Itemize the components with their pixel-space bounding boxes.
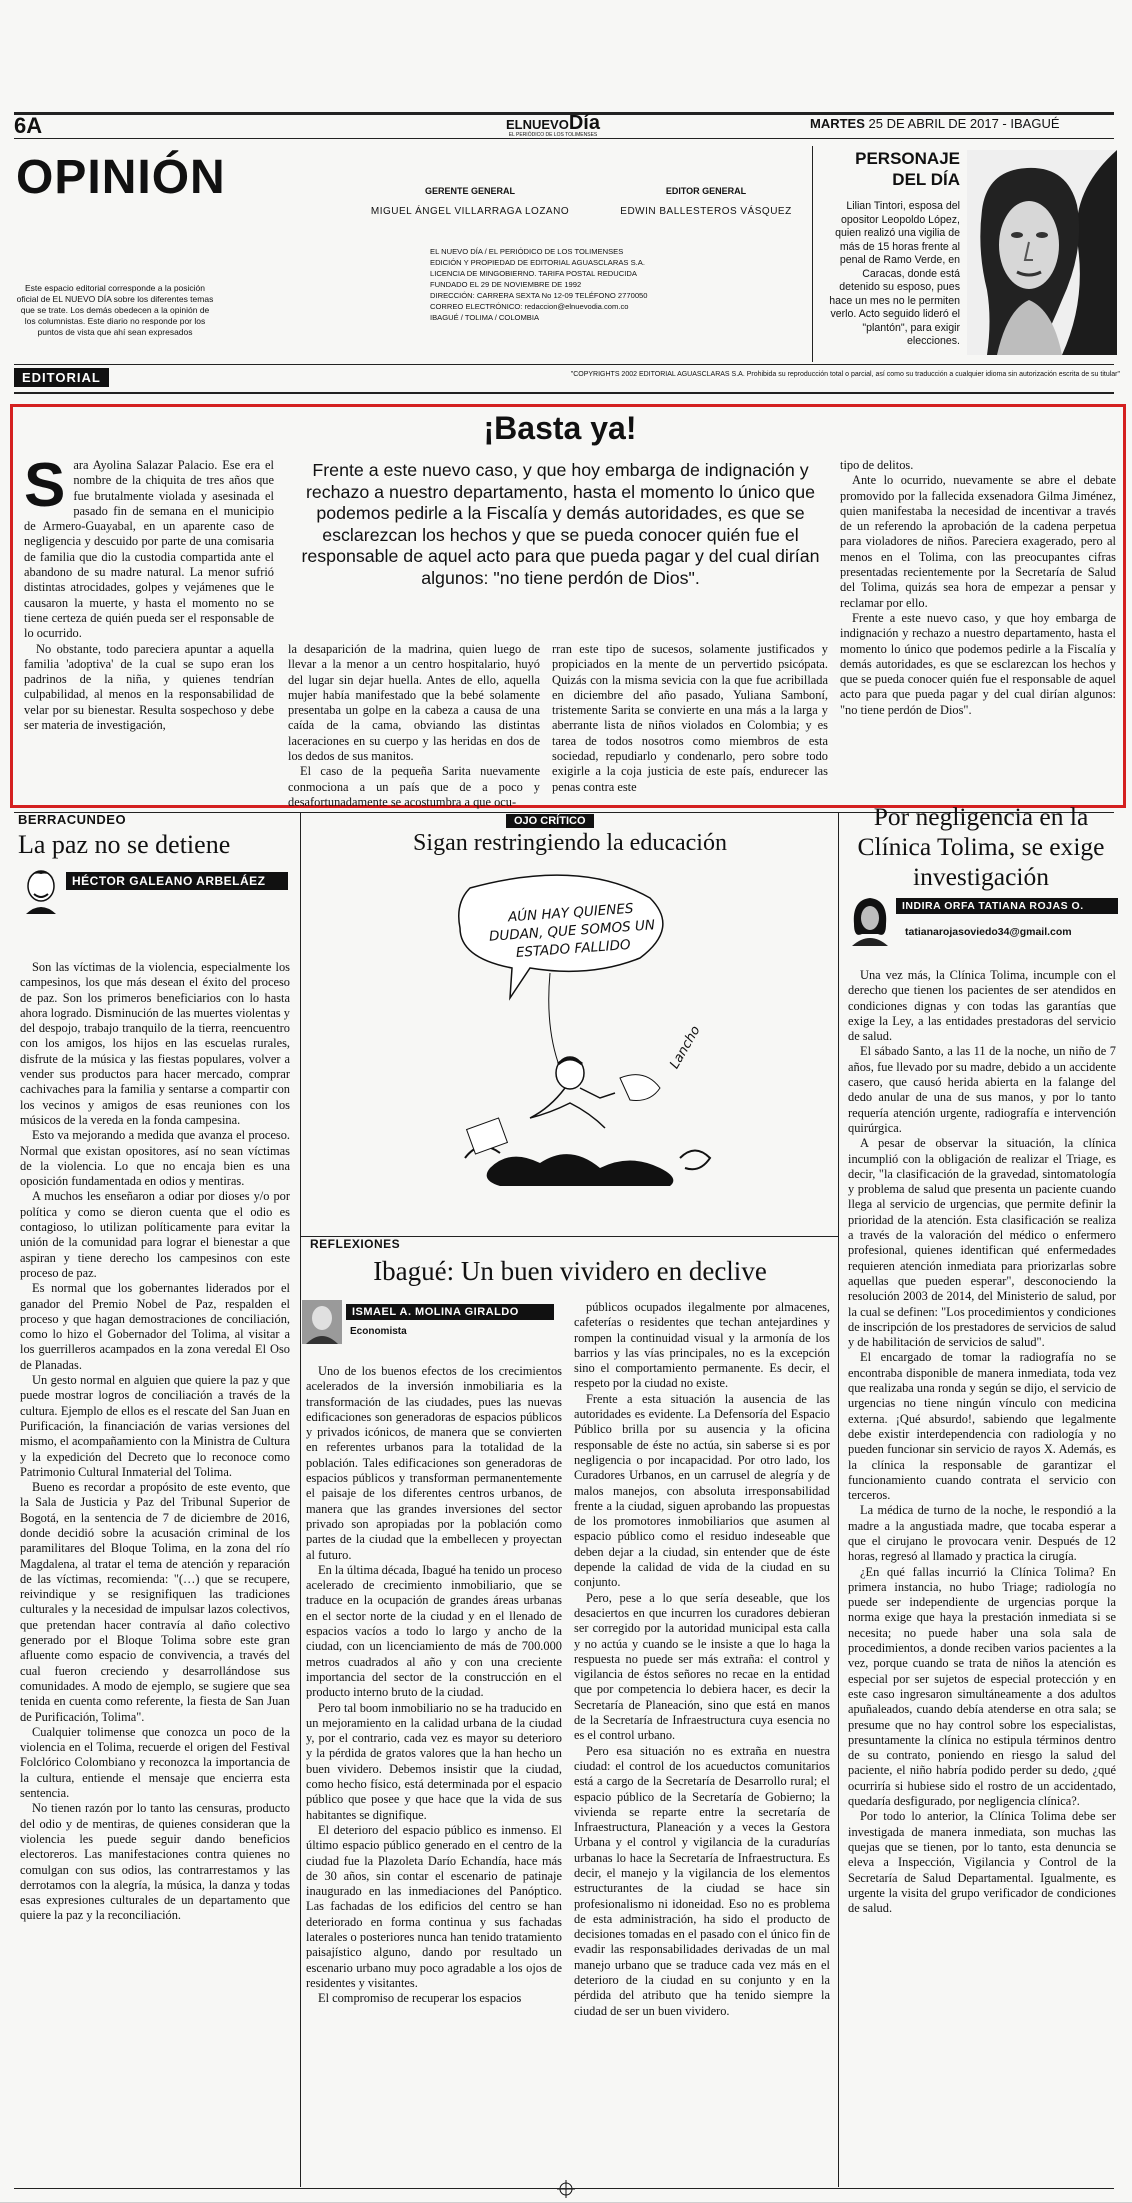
page-number: 6A [14,113,43,138]
berracundeo-body [20,960,290,2182]
registration-mark-icon [557,2180,575,2198]
editorial-col-3 [552,642,828,792]
editorial-col-1-p2: No obstante, todo pareciera apuntar a aquella familia 'adoptiva' de la cual se supo eran los padrinos de la niña, y quienes tendrían culpabilidad, al menos en la responsabilidad de velar por su bienestar. Resulta sospechoso y debe ser materia de investigación, [24,641,274,733]
imprint-block [430,246,720,323]
editorial-tag: EDITORIAL [14,368,109,387]
cartoon-speech-bubble: AÚN HAY QUIENES DUDAN, QUE SOMOS UN ESTADO FALLIDO [488,900,656,961]
author-caricature-icon [20,864,62,914]
berracundeo-paragraph: A muchos les enseñaron a odiar por dioses y/o por política y como se dieron cuenta que el odio es contagioso, lo utilizan políticamente para evitar la unión de la comunidad para lograr el bienestar a que aspiran y tiene derecho los campesinos con este proceso de paz. [20,1189,290,1280]
editorial-col-2-text: la desaparición de la madrina, quien luego de llevar a la menor a un centro hospitalario, huyó del lugar sin dejar huella. Antes de ello, aquella mujer había manifestado que la bebé solamente presentaba un golpe en la cabeza a causa de una caída de la cama, obviando las distintas laceraciones en su cuerpo y las heridas en dos de los dedos de sus manitos. [288,642,540,764]
clinica-paragraph: ¿En qué fallas incurrió la Clínica Tolima? En primera instancia, no hubo Triage; radiología no puede ser independiente de urgencias porque la norma exige que haya la prestación inmediata si se necesita; no puede haber una sola sala de procedimientos, a donde reciben varios pacientes a la vez, porque cuando se trata de niños la atención es especial por ser sujetos de especial protección y en este caso ingresaron simultáneamente a dos adultos apuñaleados, cuando debía atenderse en otra sala; se presume que no hay control sobre los especialistas, presuntamente la clínica no estipula términos dentro de su contrato, poniendo en riesgo la salud del paciente, el niño habría podido perder su dedo, ¿qué ocurriría si hubiese sido el rostro de un accidentado, quedaría desfigurado, por negligencia clínica?. [848,1564,1116,1809]
personaje-title [814,148,960,190]
logo-text: ELNUEVO [506,117,569,132]
portrait-image [967,150,1117,355]
reflexiones-author-role: Economista [350,1326,407,1337]
editorial-col-1 [24,451,274,798]
manager-block [340,186,600,217]
reflexiones-col-1-paragraph: El compromiso de recuperar los espacios [318,1991,522,2006]
clinica-paragraph: El sábado Santo, a las 11 de la noche, un niño de 7 años, fue llevado por su madre, debido a un accidente casero, que causó herida abierta en la falange del dedo anular de una de sus manos, y por lo tanto requería atención urgente, radiografía e intervención quirúrgica. [848,1044,1116,1135]
cartoon-signature: Lancho [667,1023,704,1072]
masthead-logo [506,112,600,138]
imprint-line: LICENCIA DE MINGOBIERNO. TARIFA POSTAL REDUCIDA [430,269,637,278]
imprint-line: DIRECCIÓN: CARRERA SEXTA No 12-09 TELÉFONO 2770050 [430,291,648,300]
editorial-col-2-p2: El caso de la pequeña Sarita nuevamente conmociona a un país que de a poco y desafortunadamente se acostumbra a que ocu- [288,764,540,809]
issue-date [810,116,1060,131]
author-portrait-icon [848,894,892,946]
reflexiones-col-1-paragraph: En la última década, Ibagué ha tenido un proceso acelerado de crecimiento inmobiliario, que se traduce en la ocupación de grandes áreas urbanas en el sector norte de la ciudad y en el llenado de espacios vacíos a todo lo largo y ancho de la ciudad, con un licenciamiento de más de 700.000 metros cuadrados al año y con una creciente importancia del sector de la construcción en el producto interno bruto de la ciudad. [306,1562,562,1700]
imprint-line: FUNDADO EL 29 DE NOVIEMBRE DE 1992 [430,280,582,289]
imprint-line: EDICIÓN Y PROPIEDAD DE EDITORIAL AGUASCLARAS S.A. [430,258,645,267]
reflexiones-col-1-paragraph: Pero tal boom inmobiliario no se ha traducido en un mejoramiento en la calidad urbana de la ciudad y, por el contrario, cada vez es mayor su deterioro y la pérdida de gratos valores que la han hecho un buen vividero. Debemos insistir que la ciudad, como hecho físico, está determinada por el espacio público que posee y que hace que la vida de sus habitantes se dignifique. [306,1700,562,1822]
ojo-critico-headline: Sigan restringiendo la educación [413,830,727,856]
divider-right [838,812,839,2187]
manager-name: MIGUEL ÁNGEL VILLARRAGA LOZANO [370,206,570,217]
logo-text-bold: Día [568,112,600,134]
clinica-headline: Por negligencia en la Clínica Tolima, se exige investigación [857,802,1105,891]
berracundeo-author: HÉCTOR GALEANO ARBELÁEZ [66,872,288,890]
editorial-disclaimer: Este espacio editorial corresponde a la posición oficial de EL NUEVO DÍA sobre los diferentes temas que se trate. Los demás obedecen a la opinión de los columnistas. Este diario no responde por los puntos de vista que ahí sean expresados [16,283,214,337]
reflexiones-author-photo [302,1300,342,1344]
berracundeo-paragraph: Un gesto normal en alguien que quiere la paz y que puede mostrar logros de conciliación a través de la cultura. Ejemplo de ellos es el rescate del San Juan en Purificación, la financiación de varias versiones del mismo, el acompañamiento con la Ministra de Cultura y la expedición del Decreto que lo reconoce como Patrimonio Cultural Inmaterial del Tolima. [20,1373,290,1479]
reflexiones-headline: Ibagué: Un buen vividero en declive [373,1256,767,1286]
header-rule [14,138,1114,139]
bottom-rule [14,2188,1114,2189]
author-portrait-icon [302,1300,342,1344]
reflexiones-col-2-paragraph: públicos ocupados ilegalmente por almacenes, cafeterías o residentes que techan antejardines y rompen la continuidad visual y la armonía de los barrios y las vías principales, no es la excepción sino el comportamiento permanente. Es decir, el respeto por la ciudad no existe. [574,1300,830,1391]
editorial-rule [14,392,1114,394]
editor-role: EDITOR GENERAL [665,186,747,196]
date-rest: 25 DE ABRIL DE 2017 - IBAGUÉ [864,116,1060,131]
reflexiones-col-1-paragraph: Uno de los buenos efectos de los crecimientos acelerados de la inversión inmobiliaria es la transformación de las ciudades, pues las nuevas edificaciones son generadoras de espacios públicos y privados icónicos, de manera que se convierten en referentes urbanos para la totalidad de la población. Tales edificaciones son generadoras de espacios públicos y transforman permanentemente el paisaje de los diferentes centros urbanos, de manera que las grandes inversiones del sector privado son apropiadas por la población como partes de la ciudad que la embellecen y proyectan al futuro. [306,1364,562,1562]
clinica-paragraph: Por todo lo anterior, la Clínica Tolima debe ser investigada de manera inmediata, son muchas las quejas que se tienen, por lo tanto, esta denuncia se eleva a Inspección, Vigilancia y Control de la Secretaría de Salud Departamental. Igualmente, es urgente la visita del grupo verificador de condiciones de salud. [848,1809,1116,1916]
reflexiones-author: ISMAEL A. MOLINA GIRALDO [346,1304,554,1320]
personaje-title-2: DEL DÍA [892,170,960,189]
imprint-line: IBAGUÉ / TOLIMA / COLOMBIA [430,313,540,322]
personaje-photo [967,150,1117,355]
manager-role: GERENTE GENERAL [424,186,515,196]
editor-name: EDWIN BALLESTEROS VÁSQUEZ [620,206,792,217]
ojo-critico-tag: OJO CRÍTICO [506,814,594,828]
editor-block [596,186,816,217]
reflexiones-col-1 [306,1364,562,2182]
editorial-col-3-text: rran este tipo de sucesos, solamente justificados y propiciados en la mente de un pervertido psicópata. Quizás con la misma sevicia con la que fue acribillada en diciembre del año pasado, Yuliana Samboní, tristemente Sarita se convierte en una más a la larga y aberrante lista de niños violados en Colombia; y es tarea de todos nosotros como miembros de esta sociedad, repudiarlo y condenarlo, pero sobre todo exigirle a la coja justicia de este país, endurecer las penas contra este [552,642,828,794]
editorial-headline: ¡Basta ya! [483,410,637,446]
date-day: MARTES [810,116,865,131]
personaje-divider [812,146,813,362]
section-title: OPINIÓN [16,151,226,204]
reflexiones-col-2-paragraph: Pero, pese a lo que sería deseable, que los desaciertos en que incurren los curadores debieran ser corregido por la autoridad municipal esta calla y no actúa y cuando se le insiste a que lo haga la respuesta no puede ser más extraña: el control y vigilancia de éstos señores no recae en la entidad que por competencia lo debiera hacer, es decir la Secretaría de Planeación, sino que está en manos de la Secretaría de Infraestructura cuya esencia no es el control urbano. [574,1590,830,1743]
reflexiones-col-2 [574,1300,830,2182]
drop-cap: S [24,451,66,520]
editorial-col-4 [840,458,1116,798]
reflexiones-col-1-paragraph: El deterioro del espacio público es inmenso. El último espacio público generado en el centro de la ciudad fue la Plazoleta Darío Echandía, hace más de 30 años, sin contar el escenario de patinaje inaugurado en las inmediaciones del Panóptico. Las fachadas de los edificios del centro se han deteriorado en forma continua y sus fachadas laterales o posteriores nunca han tenido tratamiento paisajístico alguno, dando por resultado un escenario urbano muy poco agradable a los ojos de residentes y visitantes. [306,1822,562,1990]
editorial-col-4-p3: Frente a este nuevo caso, y que hoy embarga de indignación y rechazo a nuestro departamento, hasta el momento lo único que podemos pedirle a la Fiscalía y demás autoridades, es que se esclarezcan los hechos y que se pueda conocer quién fue el responsable de aquel acto para que pueda pagar y del cual dirían algunos: "no tiene perdón de Dios". [840,610,1116,717]
divider-left [300,812,301,2187]
clinica-paragraph: El encargado de tomar la radiografía no se encontraba disponible de manera inmediata, toda vez que realizaba una ronda y según se dijo, el servicio de urgencias no tiene ningún vínculo con medicina externa. ¡Qué absurdo!, sabiendo que legalmente debe existir interdependencia con radiología y no pueden funcionar sin servicio de rayos X. Además, es la clínica la responsable de garantizar el funcionamiento cuando contrata el servicio con terceros. [848,1350,1116,1503]
personaje-title-1: PERSONAJE [855,149,960,168]
editorial-col-2 [288,642,540,809]
clinica-author: INDIRA ORFA TATIANA ROJAS O. [896,898,1118,914]
reflexiones-col-2-paragraph: Frente a esta situación la ausencia de las autoridades es evidente. La Defensoría del Espacio Público brilla por su ausencia y la oficina responsable de éste no actúa, sin saberse si es por negligencia o por incapacidad. Por otro lado, los Curadores Urbanos, en un carrusel de alegría y de malos manejos, con absoluta irresponsabilidad frente a la ciudad, siguen aprobando las propuestas de los promotores inmobiliarios que asumen al espacio público como el residuo indeseable que deben dejar a la ciudad, sin entender que de éste depende la calidad de vida de la ciudad en su conjunto. [574,1391,830,1590]
berracundeo-paragraph: Cualquier tolimense que conozca un poco de la violencia en el Tolima, recuerde el origen del Festival Folclórico Colombiano y reconozca la importancia de la cultura, entiende el mensaje que encierra esta sentencia. [20,1724,290,1801]
copyright-rule-top [14,364,1114,365]
berracundeo-paragraph: Es normal que los gobernantes liderados por el ganador del Premio Nobel de Paz, respalden el proceso y que hagan demostraciones de conciliación, como lo hizo el Gobernador del Tolima, al visitar a los guerrilleros acampados en la zona veredal El Oso de Planadas. [20,1281,290,1372]
editorial-col-4-p2: Ante lo ocurrido, nuevamente se abre el debate promovido por la fallecida exsenadora Gilma Jiménez, quien manifestaba la necesidad de incentivar a través de un referendo la aprobación de la cadena perpetua para violadores de niños. Pareciera exagerado, pero al menos en el Tolima, con las preocupantes cifras presentadas recientemente por la Secretaría de Salud del Tolima, quizás sea hora de empezar a pensar y reclamar por ello. [840,473,1116,610]
editorial-col-1-text: ara Ayolina Salazar Palacio. Ese era el nombre de la chiquita de tres años que fue brutalmente violada y asesinada el pasado fin de semana en el municipio de Armero-Guayabal, en un aparente caso de negligencia y descuido por parte de una comisaria de familia que dio la custodia compartida ante el abandono de su madre natural. La menor sufrió distintas atrocidades, golpes y vejámenes que le causaron la muerte, y hasta el momento no se tiene certeza de quién pueda ser el responsable de lo ocurrido. [24,458,274,641]
berracundeo-paragraph: Esto va mejorando a medida que avanza el proceso. Normal que existan opositores, así no sean víctimas de la violencia. Lo que no encaja bien es una oposición fundamentada en odios y mentiras. [20,1128,290,1189]
berracundeo-author-photo [20,864,62,914]
reflexiones-col-2-paragraph: Pero esa situación no es extraña en nuestra ciudad: el control de los acueductos comunitarios está a cargo de la Secretaría de Desarrollo rural; el espacio público de la Secretaría de Gobierno; la vivienda se reparte entre la secretaría de Infraestructura, Planeación y a veces la Gestora Urbana y el control y vigilancia de la curadurías urbanas lo hace la Secretaría de Infraestructura. Es decir, el manejo y la vigilancia de los elementos estructurantes de la ciudad se hace sin profesionalismo ni idoneidad. Eso no es problema de esta administración, ha sido el producto de decisiones tomadas en el pasado con el único fin de evadir las responsabilidades derivadas de un mal manejo urbano que se traduce cada vez más en el deterioro de la ciudad en su conjunto y en la pérdida del atributo que ha tenido siempre la ciudad de ser un buen vividero. [574,1743,830,2018]
clinica-email: tatianarojasoviedo34@gmail.com [905,926,1072,938]
clinica-body [848,968,1116,2182]
berracundeo-tag: BERRACUNDEO [18,812,127,827]
clinica-paragraph: Una vez más, la Clínica Tolima, incumple con el derecho que tienen los pacientes de ser atendidos en condiciones dignas y con todas las garantías que exige la Ley, a las entidades prestadoras del servicio de salud. [848,968,1116,1044]
editorial-col-4-text: tipo de delitos. [840,458,914,472]
berracundeo-headline: La paz no se detiene [18,830,231,859]
clinica-paragraph: La médica de turno de la noche, le respondió a la madre a la angustiada madre, que tocaba esperar a que el cirujano le provocara venir. Después de 12 horas, regresó al llamado y practica la cirugía. [848,1503,1116,1564]
imprint-line: EL NUEVO DÍA / EL PERIÓDICO DE LOS TOLIMENSES [430,247,624,256]
editorial-pullquote: Frente a este nuevo caso, y que hoy embarga de indignación y rechazo a nuestro departamento, hasta el momento lo único que podemos pedirle a la Fiscalía y demás autoridades, es que se esclarezcan los hechos y que se pueda conocer quién fue el responsable de aquel acto para que pueda pagar y del cual dirían algunos: "no tiene perdón de Dios". [301,460,820,588]
personaje-text: Lilian Tintori, esposa del opositor Leopoldo López, quien realizó una vigilia de más de 15 horas frente al penal de Ramo Verde, en Caracas, donde está detenido su esposo, pues hace un mes no le permiten verlo. Acto seguido lideró el "plantón", para exigir elecciones. [829,200,960,347]
berracundeo-paragraph: Son las víctimas de la violencia, especialmente los campesinos, los que más desean el éxito del proceso de paz. Son los primeros beneficiarios con lo hasta ahora logrado. Disminución de las muertes violentas y del despojo, trabajo tranquilo de la tierra, reencuentro con los amigos, los hijos en las escuelas rurales, disfrute de la música y las fiestas populares, volver a vender sus productos para hacer mercado, comprar cachivaches para la familia y sentarse a compartir con los vecinos y amigos de esas reuniones con los músicos de la vereda en la fonda campesina. [20,960,290,1127]
berracundeo-paragraph: Bueno es recordar a propósito de este evento, que la Sala de Justicia y Paz del Tribunal Superior de Bogotá, en la sentencia de 7 de diciembre de 2016, donde decidió sobre la acusación criminal de los paramilitares del Bloque Tolima, en la zona del río Magdalena, al tratar el tema de atención y reparación de las víctimas, recomienda: "(…) que se recupere, reivindique y se resignifiquen las tradiciones culturales y la necesidad de impulsar lazos colectivos, que pretendan hacer contravía al daño colectivo generado por el Bloque Tolima sobre este gran afluente como espacio de convivencia, a través del cual fueron creciendo y desarrollándose sus comunidades. A modo de ejemplo, se sugiere que sea tenida en cuenta como referente, la fiesta de San Juan de Purificación, Tolima". [20,1480,290,1724]
reflexiones-tag: REFLEXIONES [310,1237,401,1251]
berracundeo-paragraph: No tienen razón por lo tanto las censuras, producto del odio y de mentiras, de quienes consideran que la violencia les puede seguir dando beneficios electoreros. Las manifestaciones contra quienes no comulgan con sus odios, las contrarrestamos y las derrotamos con la alegría, la música, la danza y todas esas expresiones culturales de un departamento que quiere la paz y la reconciliación. [20,1801,290,1923]
imprint-line: CORREO ELECTRÓNICO: redaccion@elnuevodia.com.co [430,302,629,311]
clinica-paragraph: A pesar de observar la situación, la clínica incumplió con la obligación de realizar el Triage, es decir, "la clasificación de la gravedad, sintomatología y problema de salud que presenta un paciente cuando llega al servicio de urgencias, que permite definir la prioridad de la atención. Esta clasificación se realiza a través de la valoración del médico o enfermero profesional, quienes identifican qué enfermedades requieren atención inmediata para priorizarlas sobre aquellas que pueden esperar", desconociendo la resolución 2003 de 2014, del Ministerio de salud, por la cual se definen: "Los procedimientos y condiciones de inscripción de los prestadores de servicios de salud y de habilitación de servicios de salud". [848,1136,1116,1350]
crosshair-icon [557,2180,575,2198]
copyright-line: "COPYRIGHTS 2002 EDITORIAL AGUASCLARAS S.A. Prohibida su reproducción total o parcial, así como su traducción a cualquier idioma sin autorización escrita de su titular" [570,371,1120,378]
clinica-author-photo [848,894,892,946]
logo-tagline: EL PERIÓDICO DE LOS TOLIMENSES [508,132,598,138]
